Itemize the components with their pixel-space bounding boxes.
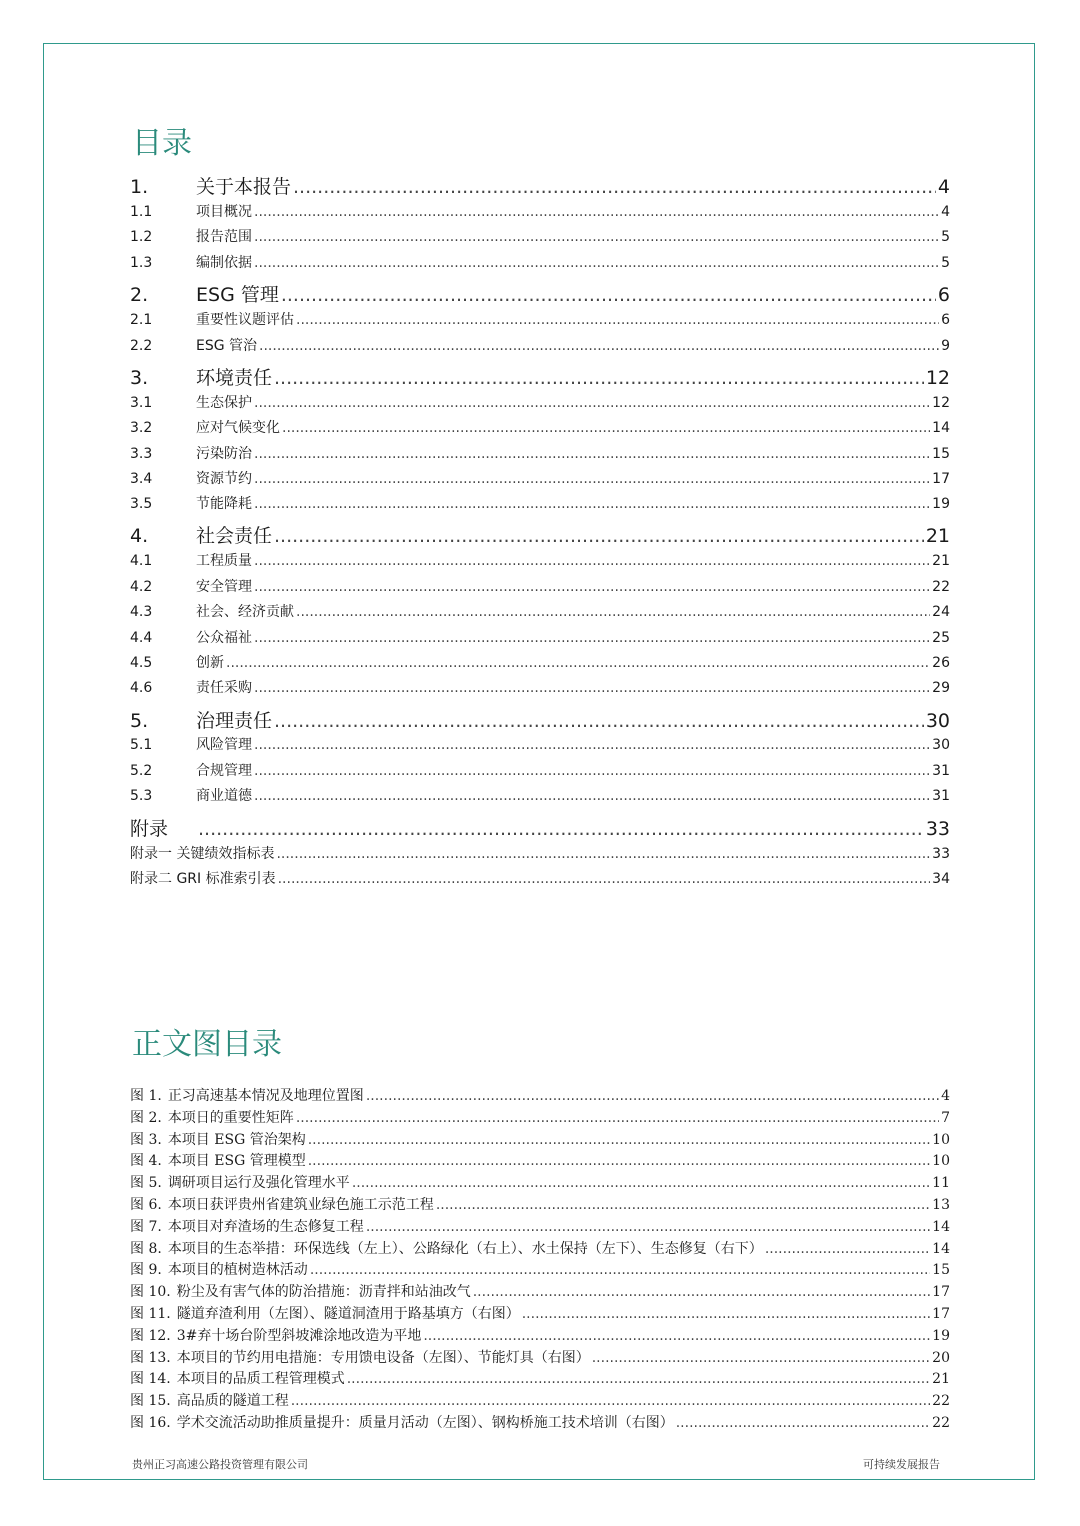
toc-leader-dots — [281, 284, 936, 306]
toc-entry-title: 资源节约 — [196, 471, 252, 487]
toc-leader-dots — [226, 655, 930, 671]
toc-entry-title: 附录二 GRI 标准索引表 — [130, 871, 276, 887]
toc-entry[interactable] — [130, 760, 950, 780]
figure-entry[interactable] — [130, 1259, 950, 1279]
toc-entry-title: 污染防治 — [196, 446, 252, 462]
figure-entry-text: 3#弃十场台阶型斜坡滩涂地改造为平地 — [176, 1327, 422, 1344]
figure-leader-dots — [296, 1110, 939, 1126]
toc-entry-number: 1.3 — [130, 255, 153, 271]
toc-entry[interactable] — [130, 576, 950, 596]
toc-leader-dots — [254, 579, 930, 595]
toc-entry-page: 12 — [932, 395, 950, 411]
figure-entry[interactable] — [130, 1216, 950, 1236]
toc-entry[interactable] — [130, 335, 950, 355]
toc-entry-title: 报告范围 — [196, 229, 252, 245]
toc-entry-number: 3.5 — [130, 496, 153, 512]
toc-entry-title: 商业道德 — [196, 788, 252, 804]
toc-entry-number: 4.1 — [130, 553, 153, 569]
figure-entry-text: 高品质的隧道工程 — [176, 1393, 289, 1410]
figure-entry[interactable] — [130, 1129, 950, 1149]
toc-entry-page: 19 — [932, 496, 950, 512]
figure-leader-dots — [592, 1350, 930, 1366]
toc-leader-dots — [282, 420, 930, 436]
figure-entry-page: 20 — [932, 1349, 950, 1366]
toc-entry-page: 5 — [941, 255, 950, 271]
toc-entry[interactable] — [130, 493, 950, 513]
figure-entry[interactable] — [130, 1390, 950, 1410]
toc-entry[interactable] — [130, 627, 950, 647]
figure-leader-dots — [436, 1197, 930, 1213]
figure-entry-text: 本项目的品质工程管理模式 — [176, 1371, 345, 1388]
figure-entry-text: 隧道弃渣利用（左图）、隧道洞渣用于路基填方（右图） — [176, 1306, 520, 1322]
toc-leader-dots — [274, 710, 924, 732]
toc-entry-number: 4. — [130, 525, 149, 547]
figure-entry-title — [130, 1325, 421, 1345]
figure-entry-label: 图 16. — [130, 1415, 171, 1431]
figure-leader-dots — [522, 1306, 930, 1322]
figure-entry-text: 调研项目运行及强化管理水平 — [167, 1175, 350, 1192]
figure-entry[interactable] — [130, 1194, 950, 1214]
toc-entry-number: 2.1 — [130, 312, 153, 328]
toc-entry[interactable] — [130, 868, 950, 888]
figure-entry-page: 22 — [932, 1415, 950, 1431]
toc-entry-number: 5.1 — [130, 737, 153, 753]
toc-entry-title: 合规管理 — [196, 763, 252, 779]
figure-entry-title — [130, 1107, 294, 1127]
figure-entry[interactable] — [130, 1150, 950, 1170]
figure-entry-text: 学术交流活动助推质量提升：质量月活动（左图）、钢构桥施工技术培训（右图） — [176, 1415, 674, 1431]
figure-leader-dots — [366, 1219, 930, 1235]
toc-leader-dots — [278, 871, 931, 887]
toc-leader-dots — [296, 604, 930, 620]
figure-entry-page: 17 — [932, 1306, 950, 1322]
toc-entry[interactable] — [130, 601, 950, 621]
figure-entry-title — [130, 1194, 434, 1214]
toc-entry-title: 环境责任 — [196, 367, 273, 389]
figure-entry-title — [130, 1347, 590, 1367]
figure-entry-text: 本项目的生态举措：环保选线（左上）、公路绿化（右上）、水土保持（左下）、生态修复（右下） — [167, 1240, 763, 1257]
figure-entry[interactable] — [130, 1368, 950, 1388]
toc-entry[interactable] — [130, 226, 950, 246]
toc-leader-dots — [254, 680, 930, 696]
toc-entry[interactable] — [130, 521, 950, 548]
figure-entry-label: 图 13. — [130, 1349, 171, 1366]
toc-entry-page: 30 — [932, 737, 950, 753]
toc-entry-page: 4 — [941, 204, 950, 220]
toc-entry-page: 29 — [932, 680, 950, 696]
toc-leader-dots — [254, 395, 930, 411]
toc-entry-number: 3.4 — [130, 471, 153, 487]
toc-leader-dots — [274, 525, 924, 547]
toc-entry-title: 附录一 关键绩效指标表 — [130, 846, 275, 862]
toc-entry-title: 关于本报告 — [196, 176, 292, 198]
toc-entry-page: 33 — [932, 846, 950, 862]
toc-entry[interactable] — [130, 309, 950, 329]
toc-entry[interactable] — [130, 252, 950, 272]
toc-entry-page: 22 — [932, 579, 950, 595]
figure-entry[interactable] — [130, 1172, 950, 1192]
figure-leader-dots — [765, 1241, 930, 1257]
toc-entry-number: 4.6 — [130, 680, 153, 696]
figure-leader-dots — [473, 1284, 930, 1300]
toc-entry-page: 34 — [932, 871, 950, 887]
figure-leader-dots — [347, 1371, 930, 1387]
toc-entry-title: ESG 管理 — [196, 284, 279, 306]
figure-entry-label: 图 9. — [130, 1262, 162, 1279]
toc-entry[interactable] — [130, 172, 950, 199]
figure-entry-label: 图 6. — [130, 1197, 162, 1213]
figure-entry-text: 本项目 ESG 管治架构 — [167, 1131, 306, 1148]
figure-entry[interactable] — [130, 1085, 950, 1105]
toc-entry-number: 附录 — [130, 818, 169, 840]
toc-entry-title: 责任采购 — [196, 680, 252, 696]
toc-entry-number: 5. — [130, 710, 149, 732]
toc-entry-title: 项目概况 — [196, 204, 252, 220]
toc-entry-title: 社会、经济贡献 — [196, 604, 294, 620]
figure-entry-label: 图 10. — [130, 1284, 171, 1301]
toc-leader-dots — [293, 176, 936, 198]
toc-entry-page: 15 — [932, 446, 950, 462]
figure-entry-text: 正习高速基本情况及地理位置图 — [167, 1088, 364, 1104]
toc-entry-page: 17 — [932, 471, 950, 487]
toc-entry[interactable] — [130, 280, 950, 307]
figure-leader-dots — [310, 1262, 930, 1278]
toc-entry-page: 21 — [925, 525, 950, 547]
toc-leader-dots — [276, 846, 930, 862]
figure-entry-label: 图 14. — [130, 1371, 171, 1388]
figure-entry-label: 图 2. — [130, 1109, 162, 1126]
figure-entry-title — [130, 1085, 364, 1105]
toc-leader-dots — [296, 312, 939, 328]
figure-entry-title — [130, 1150, 306, 1170]
figure-entry[interactable] — [130, 1325, 950, 1345]
toc-entry-page: 33 — [925, 818, 950, 840]
toc-entry-title: 节能降耗 — [196, 496, 252, 512]
figure-entry[interactable] — [130, 1347, 950, 1367]
toc-entry[interactable] — [130, 843, 950, 863]
footer-company: 贵州正习高速公路投资管理有限公司 — [132, 1458, 308, 1471]
figure-entry-title — [130, 1216, 364, 1236]
figure-leader-dots — [352, 1175, 930, 1191]
toc-entry-page: 24 — [932, 604, 950, 620]
figure-entry[interactable] — [130, 1238, 950, 1258]
figure-entry-title — [130, 1390, 289, 1410]
toc-entry-page: 6 — [941, 312, 950, 328]
figure-entry-page: 17 — [932, 1284, 950, 1301]
toc-entry-number: 4.5 — [130, 655, 153, 671]
figure-entry-title — [130, 1129, 306, 1149]
toc-entry-page: 12 — [925, 367, 950, 389]
toc-entry-page: 5 — [941, 229, 950, 245]
figure-leader-dots — [366, 1088, 939, 1104]
figure-entry-page: 21 — [932, 1371, 950, 1388]
toc-entry[interactable] — [130, 201, 950, 221]
figure-entry-label: 图 3. — [130, 1131, 162, 1148]
figure-entry-page: 19 — [932, 1327, 950, 1344]
figure-entry-page: 15 — [932, 1262, 950, 1279]
figure-entry-label: 图 8. — [130, 1240, 162, 1257]
toc-entry-page: 26 — [932, 655, 950, 671]
figure-leader-dots — [423, 1328, 930, 1344]
figure-entry-text: 本项目对弃渣场的生态修复工程 — [167, 1218, 364, 1235]
toc-leader-dots — [254, 446, 930, 462]
toc-entry-title: ESG 管治 — [196, 338, 258, 354]
toc-entry[interactable] — [130, 443, 950, 463]
toc-entry-number: 1.1 — [130, 204, 153, 220]
toc-entry-number: 2. — [130, 284, 149, 306]
figure-entry-page: 4 — [941, 1088, 950, 1104]
figure-entry-title — [130, 1368, 345, 1388]
figure-entry[interactable] — [130, 1107, 950, 1127]
figure-entry-title — [130, 1412, 674, 1432]
figure-entry-page: 7 — [941, 1109, 950, 1126]
toc-entry[interactable] — [130, 652, 950, 672]
toc-entry-number: 4.3 — [130, 604, 153, 620]
toc-entry-title: 治理责任 — [196, 710, 273, 732]
toc-entry-title: 社会责任 — [196, 525, 273, 547]
toc-leader-dots — [254, 496, 930, 512]
figure-entry-text: 粉尘及有害气体的防治措施：沥青拌和站油改气 — [176, 1284, 471, 1301]
toc-entry-page: 9 — [941, 338, 950, 354]
toc-entry-page: 31 — [932, 788, 950, 804]
figure-entry-page: 22 — [932, 1393, 950, 1410]
toc-entry-title: 应对气候变化 — [196, 420, 280, 436]
toc-entry-title: 安全管理 — [196, 579, 252, 595]
toc-entry[interactable] — [130, 550, 950, 570]
toc-entry-title: 生态保护 — [196, 395, 252, 411]
toc-entry-title: 工程质量 — [196, 553, 252, 569]
toc-entry-number: 5.2 — [130, 763, 153, 779]
toc-entry-number: 4.4 — [130, 630, 153, 646]
toc-entry[interactable] — [130, 392, 950, 412]
toc-entry[interactable] — [130, 785, 950, 805]
toc-entry-number: 1.2 — [130, 229, 153, 245]
toc-leader-dots — [254, 204, 939, 220]
toc-leader-dots — [198, 818, 924, 840]
toc-entry-title: 风险管理 — [196, 737, 252, 753]
toc-leader-dots — [254, 763, 930, 779]
figure-entry-label: 图 1. — [130, 1088, 162, 1104]
toc-entry-number: 3. — [130, 367, 149, 389]
toc-entry-page: 21 — [932, 553, 950, 569]
toc-entry[interactable] — [130, 734, 950, 754]
toc-entry-number: 4.2 — [130, 579, 153, 595]
toc-leader-dots — [254, 630, 930, 646]
figure-entry[interactable] — [130, 1281, 950, 1301]
toc-entry-number: 5.3 — [130, 788, 153, 804]
toc-entry-number: 3.2 — [130, 420, 153, 436]
figure-entry[interactable] — [130, 1412, 950, 1432]
figure-entry-page: 10 — [932, 1153, 950, 1170]
toc-entry[interactable] — [130, 468, 950, 488]
figure-entry-label: 图 5. — [130, 1175, 162, 1192]
toc-entry-page: 31 — [932, 763, 950, 779]
toc-entry-page: 30 — [925, 710, 950, 732]
toc-entry[interactable] — [130, 677, 950, 697]
figure-leader-dots — [308, 1132, 930, 1148]
toc-leader-dots — [254, 553, 930, 569]
figure-entry-label: 图 7. — [130, 1218, 162, 1235]
figure-entry[interactable] — [130, 1303, 950, 1323]
toc-leader-dots — [274, 367, 924, 389]
figure-entry-page: 10 — [932, 1131, 950, 1148]
figure-leader-dots — [291, 1393, 930, 1409]
figure-entry-label: 图 15. — [130, 1393, 171, 1410]
figure-entry-page: 11 — [932, 1175, 950, 1192]
figure-entry-text: 本项日的重要性矩阵 — [167, 1109, 294, 1126]
toc-entry[interactable] — [130, 706, 950, 733]
toc-leader-dots — [254, 255, 939, 271]
figure-entry-title — [130, 1281, 471, 1301]
figure-entry-title — [130, 1238, 763, 1258]
figure-entry-title — [130, 1172, 350, 1192]
toc-entry-number: 2.2 — [130, 338, 153, 354]
figure-entry-title — [130, 1259, 308, 1279]
toc-entry-title: 创新 — [196, 655, 224, 671]
toc-leader-dots — [254, 737, 930, 753]
figure-leader-dots — [676, 1415, 930, 1431]
figure-entry-page: 14 — [932, 1218, 950, 1235]
footer-report-title: 可持续发展报告 — [863, 1458, 940, 1471]
toc-entry-page: 25 — [932, 630, 950, 646]
figure-list-heading: 正文图目录 — [132, 1027, 282, 1062]
toc-heading: 目录 — [132, 126, 192, 161]
figure-entry-label: 图 11. — [130, 1306, 171, 1322]
toc-entry-title: 重要性议题评估 — [196, 312, 294, 328]
figure-entry-label: 图 12. — [130, 1327, 171, 1344]
figure-entry-page: 13 — [932, 1197, 950, 1213]
figure-entry-text: 本项日获评贵州省建筑业绿色施工示范工程 — [167, 1197, 434, 1213]
toc-entry[interactable] — [130, 363, 950, 390]
figure-entry-label: 图 4. — [130, 1153, 162, 1170]
figure-entry-title — [130, 1303, 520, 1323]
toc-entry[interactable] — [130, 814, 950, 841]
toc-leader-dots — [259, 338, 939, 354]
toc-entry[interactable] — [130, 417, 950, 437]
toc-entry-title: 公众福祉 — [196, 630, 252, 646]
toc-leader-dots — [254, 229, 939, 245]
toc-entry-number: 3.1 — [130, 395, 153, 411]
toc-entry-page: 4 — [937, 176, 950, 198]
figure-entry-text: 本项目的植树造林活动 — [167, 1262, 308, 1279]
figure-entry-text: 本项目 ESG 管理模型 — [167, 1153, 306, 1170]
toc-entry-page: 6 — [937, 284, 950, 306]
figure-entry-text: 本项目的节约用电措施：专用馈电设备（左图）、节能灯具（右图） — [176, 1349, 590, 1366]
toc-entry-title: 编制依据 — [196, 255, 252, 271]
toc-entry-number: 1. — [130, 176, 149, 198]
toc-leader-dots — [254, 788, 930, 804]
toc-entry-page: 14 — [932, 420, 950, 436]
figure-entry-page: 14 — [932, 1240, 950, 1257]
toc-entry-number: 3.3 — [130, 446, 153, 462]
figure-leader-dots — [308, 1153, 930, 1169]
toc-leader-dots — [254, 471, 930, 487]
